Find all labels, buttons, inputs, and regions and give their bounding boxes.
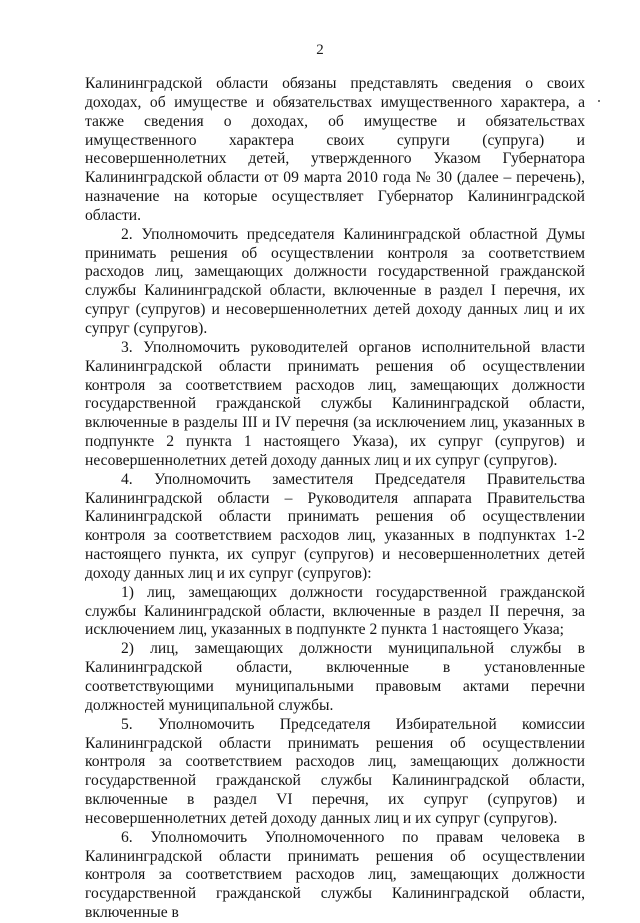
paragraph-item-2: 2. Уполномочить председателя Калининградской областной Думы принимать решения об осуществлении контроля за соответствием расходов лиц, замещающих должности государственной гражданской службы Калининградской области, включенные в раздел I перечня, их супруг (супругов) и несовершеннолетних детей доходу данных лиц и их супруг (супругов). [85, 225, 585, 337]
paragraph-item-5: 5. Уполномочить Председателя Избирательной комиссии Калининградской области принимать решения об осуществлении контроля за соответствием расходов лиц, замещающих должности государственной гражданской службы Калининградской области, включенные в раздел VI перечня, их супруг (супругов) и несовершеннолетних детей доходу данных лиц и их супруг (супругов). [85, 715, 585, 827]
paragraph-item-4: 4. Уполномочить заместителя Председателя Правительства Калининградской области – Руководителя аппарата Правительства Калининградской области принимать решения об осуществлении контроля за соответствием расходов лиц, указанных в подпунктах 1-2 настоящего пункта, их супруг (супругов) и несовершеннолетних детей доходу данных лиц и их супруг (супругов): [85, 470, 585, 582]
paragraph-item-6: 6. Уполномочить Уполномоченного по правам человека в Калининградской области принимать решения об осуществлении контроля за соответствием расходов лиц, замещающих должности государственной гражданской службы Калининградской области, включенные в [85, 828, 585, 922]
paragraph-item-4-subitem-2: 2) лиц, замещающих должности муниципальной службы в Калининградской области, включенные в установленные соответствующими муниципальными правовым актами перечни должностей муниципальной службы. [85, 640, 585, 714]
document-body [85, 75, 585, 923]
paragraph-continuation: Калининградской области обязаны представлять сведения о своих доходах, об имуществе и обязательствах имущественного характера, а также сведения о доходах, об имуществе и обязательствах имущественного характера своих супруги (супруга) и несовершеннолетних детей, утвержденного Указом Губернатора Калининградской области от 09 марта 2010 года № 30 (далее – перечень), назначение на которые осуществляет Губернатор Калининградской области. [85, 75, 585, 224]
page-number: 2 [316, 42, 324, 58]
scan-speck [598, 100, 600, 102]
paragraph-item-3: 3. Уполномочить руководителей органов исполнительной власти Калининградской области принимать решения об осуществлении контроля за соответствием расходов лиц, замещающих должности государственной гражданской службы Калининградской области, включенные в разделы III и IV перечня (за исключением лиц, указанных в подпункте 2 пункта 1 настоящего Указа), их супруг (супругов) и несовершеннолетних детей доходу данных лиц и их супруг (супругов). [85, 338, 585, 469]
paragraph-item-4-subitem-1: 1) лиц, замещающих должности государственной гражданской службы Калининградской области, включенные в раздел II перечня, за исключением лиц, указанных в подпункте 2 пункта 1 настоящего Указа; [85, 583, 585, 639]
